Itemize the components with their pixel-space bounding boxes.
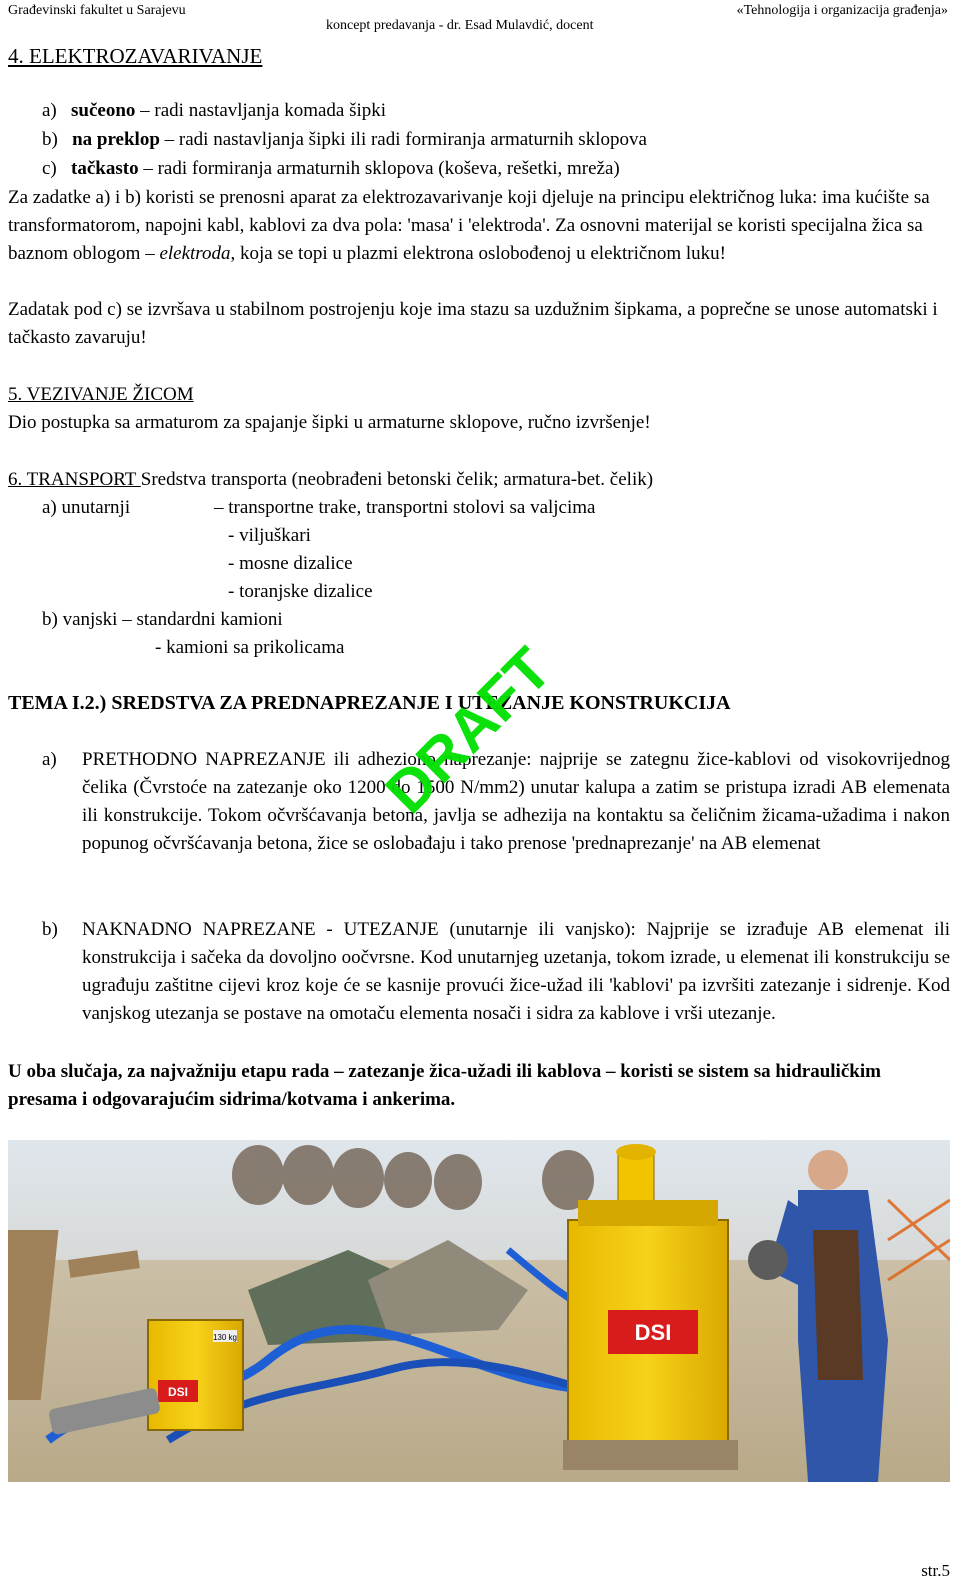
header-lecture: koncept predavanja - dr. Esad Mulavdić, docent bbox=[326, 18, 594, 33]
transport-internal-item: - viljuškari bbox=[228, 525, 311, 546]
posttension-paragraph: NAKNADNO NAPREZANE - UTEZANJE (unutarnje ili vanjsko): Najprije se izrađuje AB elemenat ili konstrukcija i sačeka da dovoljno oočvrsne. Kod unutarnjeg uzetanja, tokom izrade, u elemenat ili konstrukciju se ugrađuju zaštitne cijevi kroz koje će se kasnije provući žice-užad ili 'kablovi' pa izvršiti zatezanje i sidrenje. Kod vanjskog utezanja se postave na omotaču elementa nosači i sidra za kablove i vrši utezanje. bbox=[82, 919, 950, 1024]
page-number: str.5 bbox=[921, 1561, 950, 1580]
prestress-paragraph: PRETHODNO NAPREZANJE ili adheziono naprezanje: najprije se zategnu žice-kablovi od visokovrijednog čelika (Čvrstoće na zatezanje oko 1200 do 1500 N/mm2) unutar kalupa a zatim se pristupa izradi AB elemenata ili konstrukcije. Tokom očvršćavanja betona, javlja se adhezija na kontaktu sa čeličnim žicama-užadima i nakon popunog očvršćavanja betona, žice se oslobađaju i tako prenose 'prednaprezanje' na AB elemenat bbox=[82, 749, 950, 854]
pump-logo-text: DSI bbox=[167, 1385, 189, 1399]
transport-internal-item: - mosne dizalice bbox=[228, 553, 353, 574]
transport-internal-label: a) unutarnji bbox=[42, 497, 131, 518]
unit-logo-text: DSI bbox=[634, 1320, 672, 1345]
posttension-marker: b) bbox=[42, 919, 58, 940]
weld-item-b: b) na preklop – radi nastavljanja šipki ili radi formiranja armaturnih sklopova bbox=[42, 129, 647, 150]
section-6-title: 6. TRANSPORT Sredstva transporta (neobrađeni betonski čelik; armatura-bet. čelik) bbox=[8, 469, 654, 490]
transport-internal-item: – transportne trake, transportni stolovi sa valjcima bbox=[214, 497, 596, 518]
prestress-marker: a) bbox=[42, 749, 57, 770]
welding-paragraph: Za zadatke a) i b) koristi se prenosni aparat za elektrozavarivanje koji djeluje na principu električnog luka: ima kućište sa transformatorom, napojni kabl, kablovi za dva pola: 'masa' i 'elektroda'. Za osnovni materijal se koristi specijalna žica sa baznom oblogom – elektroda, koja se topi u plazmi elektrona oslobođenoj u električnom luku! bbox=[8, 187, 930, 264]
pump-weight-plate: 130 kg bbox=[212, 1333, 238, 1342]
hydraulic-press-photo bbox=[8, 1140, 950, 1482]
weld-item-a: a) sučeono – radi nastavljanja komada šipki bbox=[42, 100, 387, 121]
transport-external-label: b) vanjski – standardni kamioni bbox=[42, 609, 283, 630]
section-5-title: 5. VEZIVANJE ŽICOM bbox=[8, 384, 194, 405]
section-5-text: Dio postupka sa armaturom za spajanje šipki u armaturne sklopove, ručno izvršenje! bbox=[8, 412, 651, 433]
tema-title: TEMA I.2.) SREDSTVA ZA PREDNAPREZANJE I UTEZANJE KONSTRUKCIJA bbox=[8, 692, 731, 714]
weld-item-c: c) tačkasto – radi formiranja armaturnih sklopova (koševa, rešetki, mreža) bbox=[42, 158, 620, 179]
stationary-welding-paragraph: Zadatak pod c) se izvršava u stabilnom postrojenju koje ima stazu sa uzdužnim šipkama, a poprečne se unose automatski i tačkasto zavaruju! bbox=[8, 299, 938, 348]
header-course: «Tehnologija i organizacija građenja» bbox=[736, 3, 948, 18]
draft-watermark: DRAFT bbox=[372, 634, 564, 827]
header-faculty: Građevinski fakultet u Sarajevu bbox=[8, 3, 186, 18]
transport-external-item: - kamioni sa prikolicama bbox=[155, 637, 345, 658]
section-4-title: 4. ELEKTROZAVARIVANJE bbox=[8, 44, 263, 68]
transport-internal-item: - toranjske dizalice bbox=[228, 581, 373, 602]
hydraulic-conclusion: U oba slučaja, za najvažniju etapu rada – zatezanje žica-užadi ili kablova – koristi se sistem sa hidrauličkim presama i odgovarajućim sidrima/kotvama i ankerima. bbox=[8, 1061, 881, 1110]
